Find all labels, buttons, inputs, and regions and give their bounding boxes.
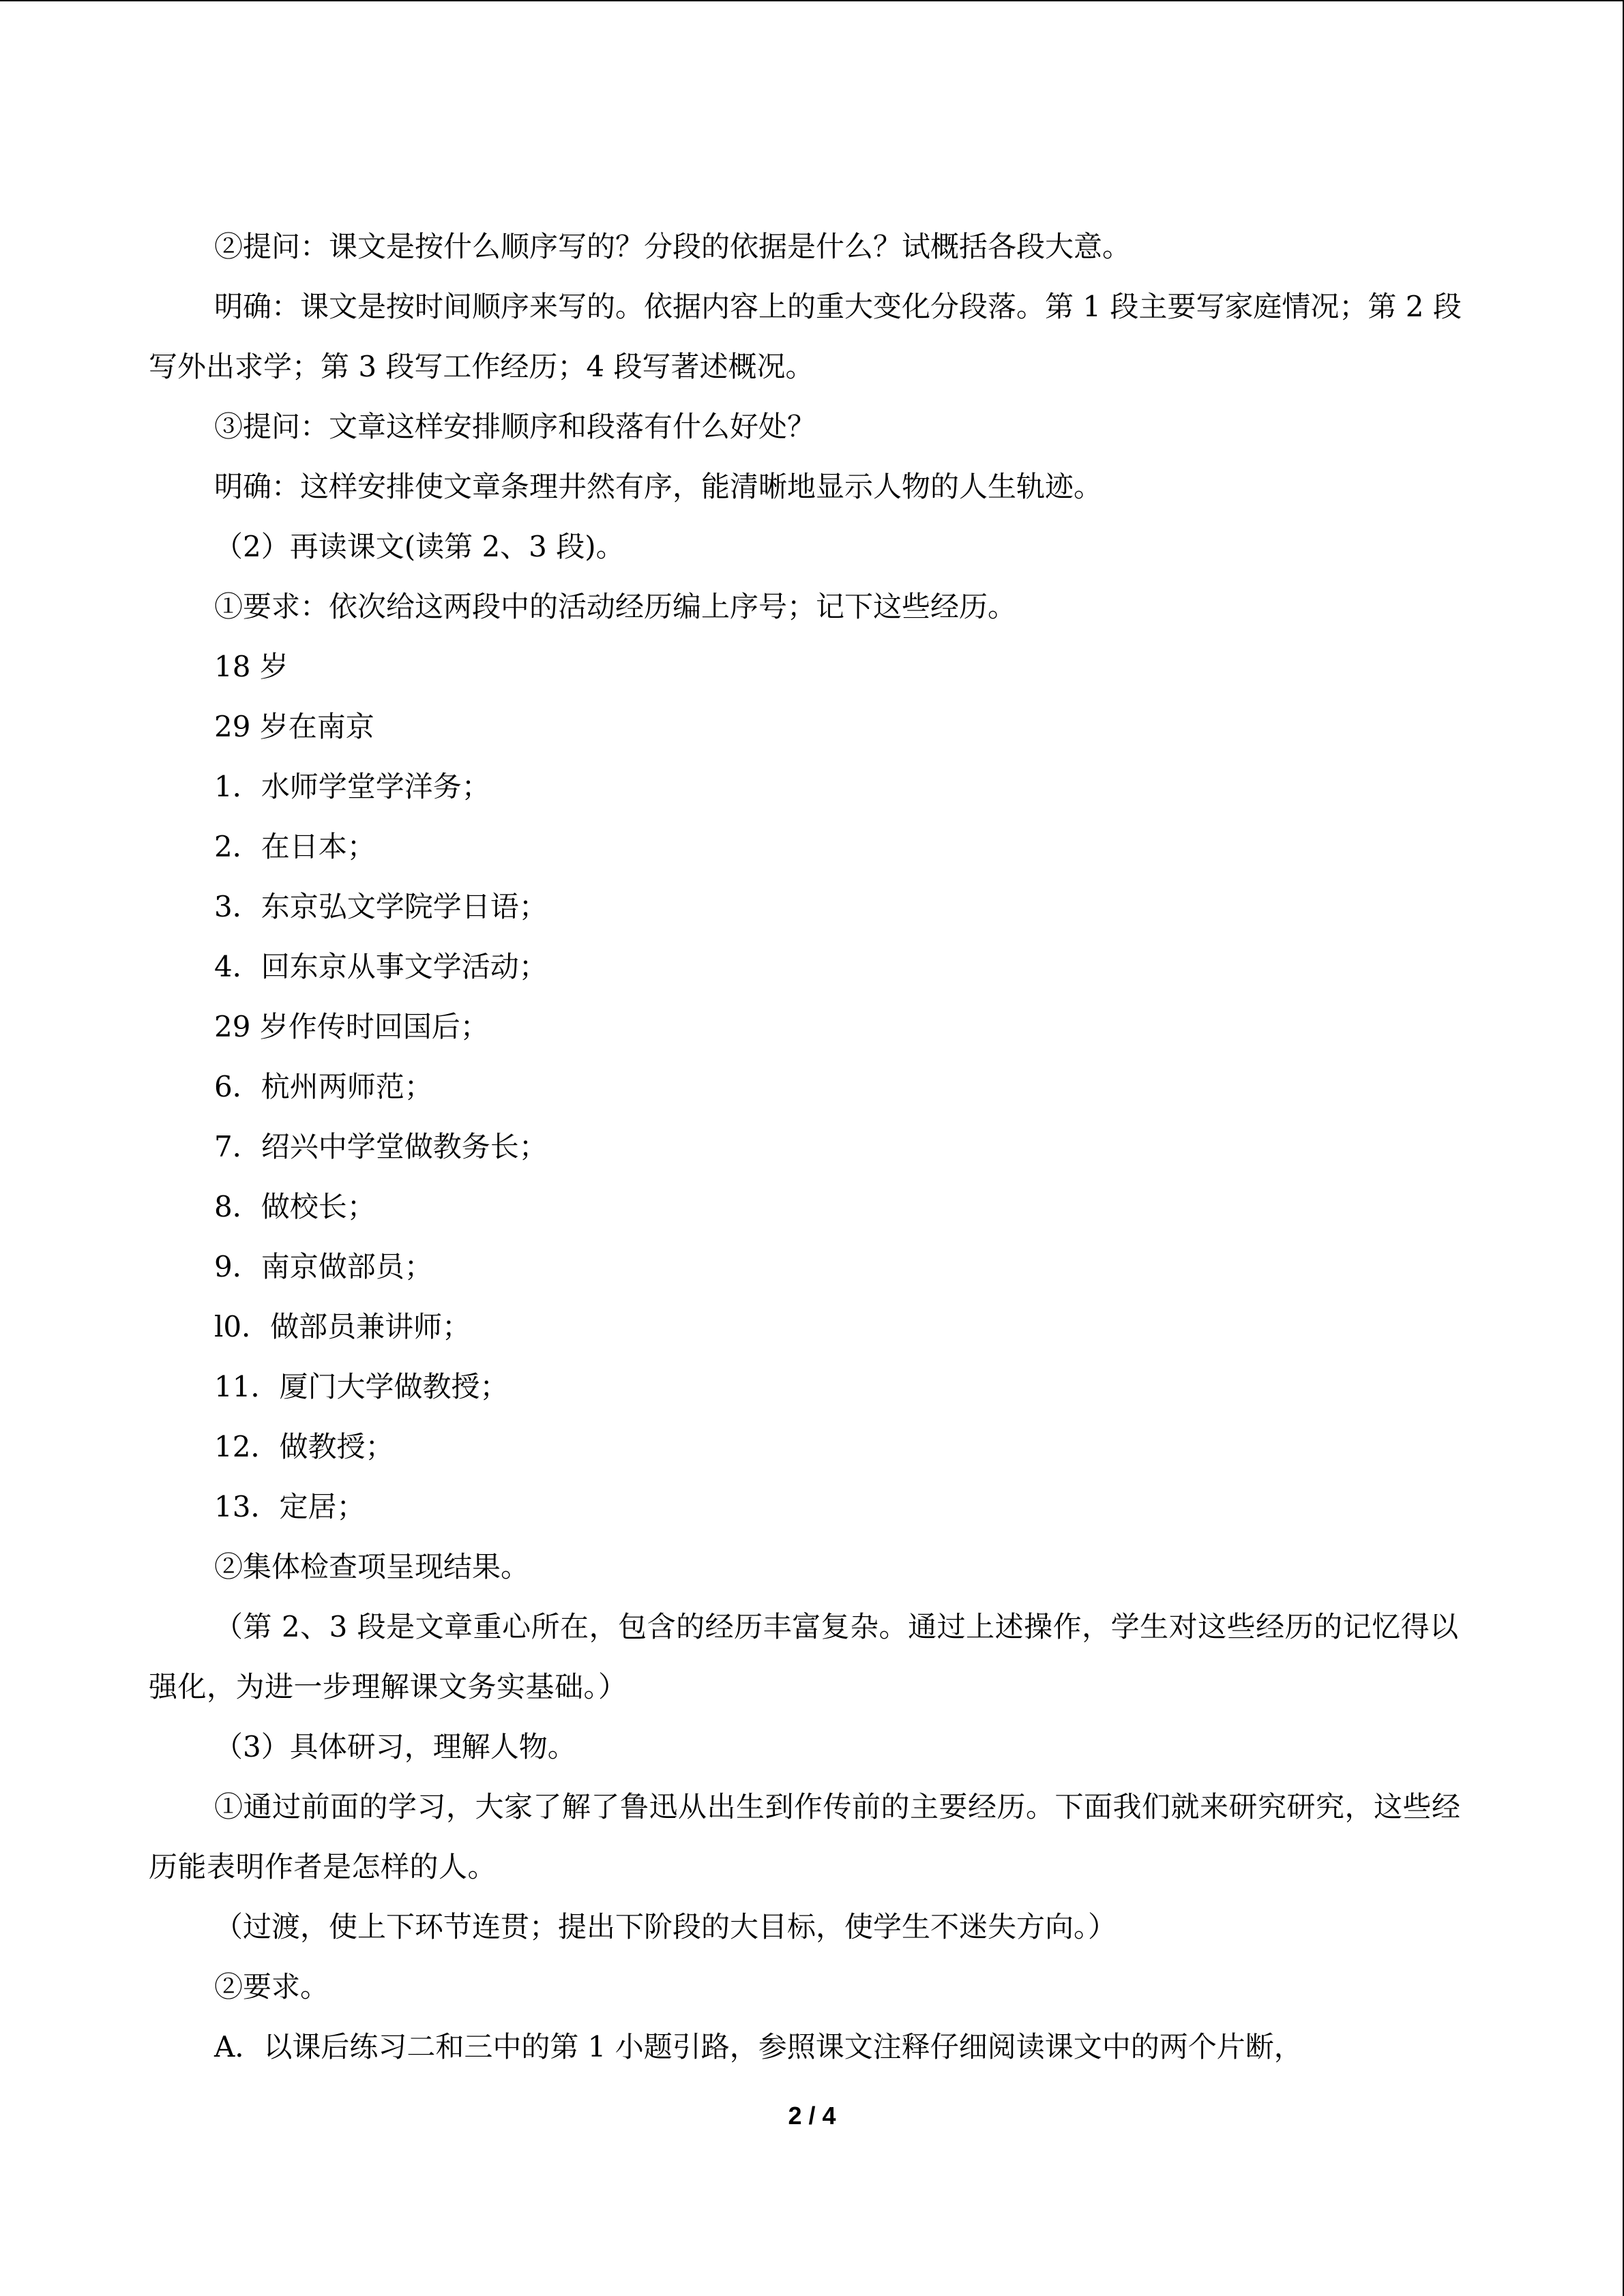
document-body	[149, 217, 1479, 2077]
paragraph: （3）具体研习，理解人物。	[214, 1730, 576, 1763]
paragraph: ②提问：课文是按什么顺序写的？分段的依据是什么？试概括各段大意。	[214, 230, 1132, 263]
paragraph: ①通过前面的学习，大家了解了鲁迅从出生到作传前的主要经历。下面我们就来研究研究，这些经历能表明作者是怎样的人。	[149, 1790, 1461, 1883]
paragraph: ②要求。	[214, 1970, 329, 2003]
list-item: 6．杭州两师范；	[214, 1070, 433, 1103]
list-item: 18 岁	[214, 650, 289, 683]
list-item: 3．东京弘文学院学日语；	[214, 890, 548, 923]
list-item: 9．南京做部员；	[214, 1250, 433, 1283]
paragraph: ①要求：依次给这两段中的活动经历编上序号；记下这些经历。	[214, 590, 1017, 623]
list-item: l0．做部员兼讲师；	[214, 1310, 471, 1343]
paragraph: ③提问：文章这样安排顺序和段落有什么好处？	[214, 410, 816, 443]
list-item: 7．绍兴中学堂做教务长；	[214, 1130, 548, 1163]
list-item: 29 岁在南京	[214, 710, 374, 743]
paragraph: A．以课后练习二和三中的第 1 小题引路，参照课文注释仔细阅读课文中的两个片断，	[214, 2030, 1303, 2063]
list-item: 4．回东京从事文学活动；	[214, 950, 548, 983]
paragraph: ②集体检查项呈现结果。	[214, 1550, 530, 1583]
list-item: 29 岁作传时回国后；	[214, 1010, 489, 1043]
paragraph: 明确：这样安排使文章条理井然有序，能清晰地显示人物的人生轨迹。	[214, 470, 1103, 503]
list-item: 11．厦门大学做教授；	[214, 1370, 509, 1403]
paragraph: （过渡，使上下环节连贯；提出下阶段的大目标，使学生不迷失方向。）	[214, 1910, 1117, 1943]
page-number: 2 / 4	[788, 2102, 836, 2130]
list-item: 8．做校长；	[214, 1190, 376, 1223]
paragraph: 明确：课文是按时间顺序来写的。依据内容上的重大变化分段落。第 1 段主要写家庭情况；第 2 段写外出求学；第 3 段写工作经历；4 段写著述概况。	[149, 290, 1462, 383]
paragraph: （2）再读课文(读第 2、3 段)。	[214, 530, 625, 563]
page-top-border	[0, 0, 1624, 1]
list-item: 2．在日本；	[214, 830, 376, 863]
paragraph: （第 2、3 段是文章重心所在，包含的经历丰富复杂。通过上述操作，学生对这些经历的记忆得以强化，为进一步理解课文务实基础。）	[149, 1610, 1459, 1703]
list-item: 1．水师学堂学洋务；	[214, 770, 490, 803]
list-item: 13．定居；	[214, 1490, 366, 1523]
list-item: 12．做教授；	[214, 1430, 394, 1463]
